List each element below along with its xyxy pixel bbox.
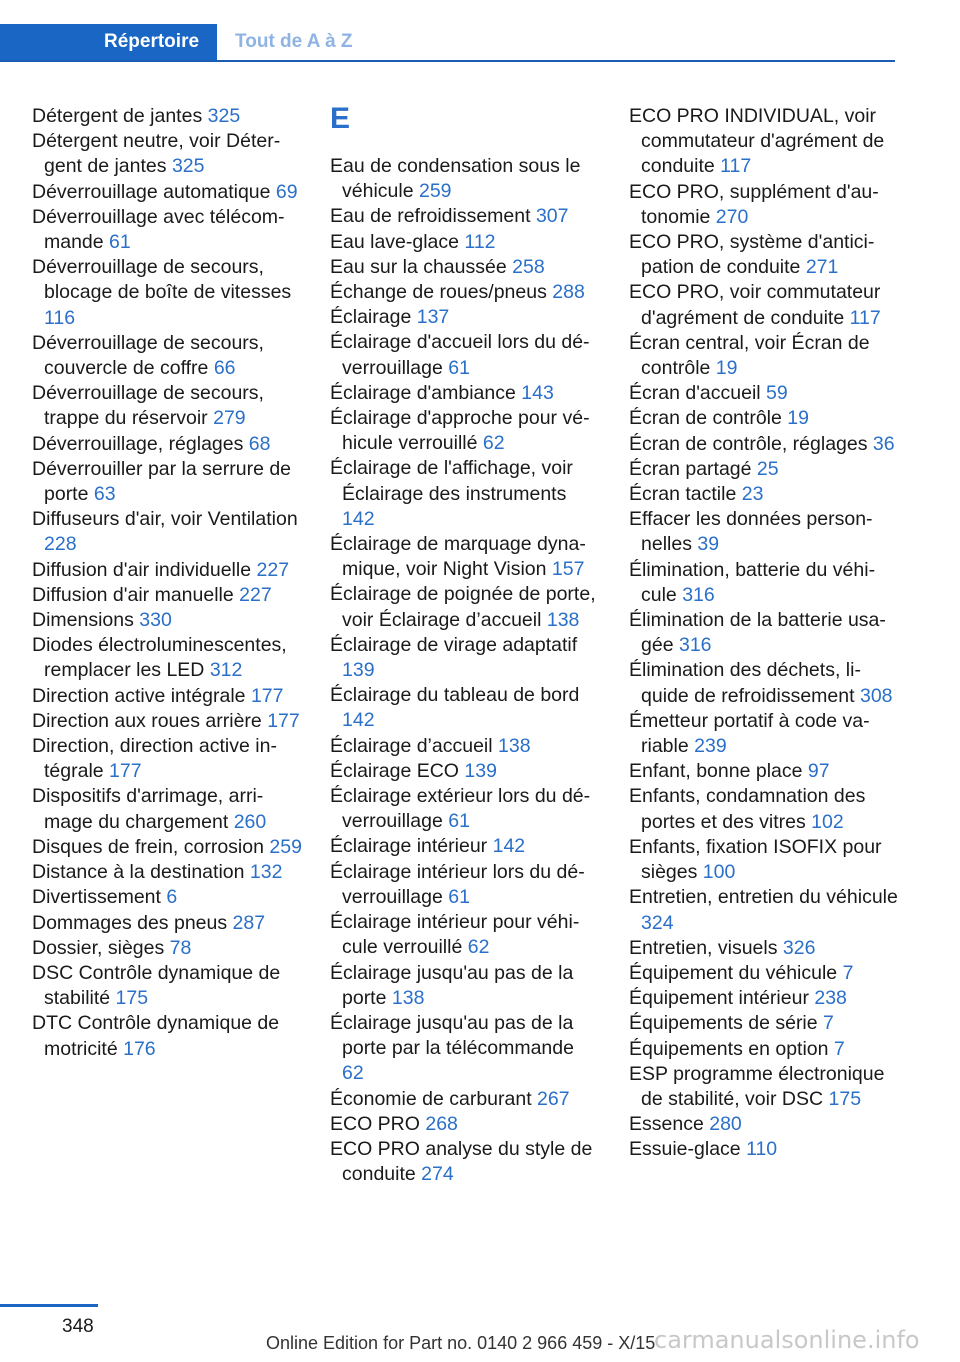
page-reference-link[interactable]: 143: [521, 381, 554, 404]
index-entry-text: Dommages des pneus: [32, 911, 228, 934]
index-entry-text: Éclairage du tableau de bord: [330, 684, 580, 707]
index-entry: [330, 154, 600, 204]
index-entry-text: Diodes électroluminescentes, remplacer les LED: [32, 634, 287, 682]
page-reference-link[interactable]: 19: [787, 407, 809, 430]
index-column-1: [32, 104, 302, 1062]
index-entry-text: DTC Contrôle dynamique de motricité: [32, 1012, 280, 1060]
page-reference-link[interactable]: 176: [123, 1037, 156, 1060]
page-reference-link[interactable]: 25: [756, 457, 779, 480]
page-reference-link[interactable]: 142: [342, 709, 375, 732]
page-reference-link[interactable]: 132: [249, 861, 283, 884]
index-entry-text: Eau sur la chaussée: [330, 255, 507, 278]
index-entry: [32, 734, 302, 784]
page-reference-link[interactable]: 78: [169, 936, 192, 959]
index-entry-text: Déverrouillage, réglages: [32, 432, 244, 455]
header-divider: [0, 60, 895, 62]
index-entry-text: Éclairage extérieur lors du déverrouillage: [330, 785, 591, 833]
page-reference-link[interactable]: 326: [782, 936, 816, 959]
index-entry-text: Eau de condensation sous le véhicule: [330, 155, 581, 203]
page-reference-link[interactable]: 260: [233, 810, 267, 833]
edition-text: Online Edition for Part no. 0140 2 966 459 - X/15: [266, 1333, 656, 1353]
index-entry-text: Déverrouillage automatique: [32, 180, 271, 203]
index-entry: [629, 1011, 899, 1036]
page-reference-link[interactable]: 239: [694, 735, 727, 758]
index-entry-text: Équipement du véhicule: [629, 961, 838, 984]
index-entry: [330, 683, 600, 733]
index-entry: [629, 885, 899, 935]
index-entry-text: ECO PRO: [330, 1112, 420, 1135]
index-entry: [32, 911, 302, 936]
index-entry: [629, 835, 899, 885]
index-entry: [32, 1011, 302, 1061]
page-reference-link[interactable]: 62: [482, 432, 505, 455]
index-entry: [32, 784, 302, 834]
index-entry: [629, 381, 899, 406]
page-reference-link[interactable]: 279: [213, 407, 246, 430]
index-entry-text: Économie de carburant: [330, 1087, 532, 1110]
page-reference-link[interactable]: 316: [682, 583, 715, 606]
page-reference-link[interactable]: 267: [537, 1087, 570, 1110]
page-reference-link[interactable]: 175: [115, 987, 149, 1010]
index-entry: [629, 558, 899, 608]
index-entry-text: Dossier, sièges: [32, 936, 165, 959]
page-reference-link[interactable]: 142: [342, 507, 375, 530]
index-entry: [32, 457, 302, 507]
page-reference-link[interactable]: 63: [93, 483, 116, 506]
index-entry: [32, 205, 302, 255]
index-entry-text: Eau de refroidissement: [330, 205, 531, 228]
page-reference-link[interactable]: 7: [823, 1012, 834, 1035]
page-reference-link[interactable]: 61: [448, 356, 470, 379]
index-entry-text: Éclairage d'ambiance: [330, 381, 516, 404]
index-entry: [32, 860, 302, 885]
page-reference-link[interactable]: 110: [746, 1138, 778, 1161]
page-reference-link[interactable]: 68: [248, 432, 271, 455]
page-reference-link[interactable]: 36: [872, 432, 895, 455]
index-entry-text: ECO PRO analyse du style de conduite: [330, 1137, 593, 1186]
page-reference-link[interactable]: 312: [209, 659, 243, 682]
index-entry: [32, 558, 302, 583]
index-entry: [32, 381, 302, 431]
index-entry: [32, 255, 302, 331]
page-reference-link[interactable]: 138: [546, 608, 580, 631]
index-entry: [330, 381, 600, 406]
index-entry: [629, 507, 899, 557]
index-entry: [32, 180, 302, 205]
footer-divider: [0, 1304, 98, 1307]
index-entry: [32, 961, 302, 1011]
page-reference-link[interactable]: 157: [551, 558, 585, 581]
index-entry: [629, 331, 899, 381]
index-entry: [330, 582, 600, 632]
tab-tout-de-a-a-z[interactable]: Tout de A à Z: [235, 31, 353, 52]
index-column-2: [330, 104, 600, 1187]
index-entry: [32, 885, 302, 910]
page-reference-link[interactable]: 259: [269, 835, 302, 858]
index-entry-text: Disques de frein, corrosion: [32, 835, 264, 858]
index-entry-text: Éclairage: [330, 306, 412, 329]
index-entry-text: Émetteur portatif à code variable: [629, 709, 870, 758]
page-reference-link[interactable]: 61: [448, 885, 470, 908]
page-reference-link[interactable]: 175: [828, 1087, 862, 1110]
index-entry-text: Éclairage ECO: [330, 759, 459, 782]
page-reference-link[interactable]: 177: [267, 709, 300, 732]
index-entry-text: Entretien, visuels: [629, 936, 778, 959]
index-entry: [330, 1137, 600, 1187]
index-entry-text: Élimination de la batterie usagée: [629, 609, 886, 657]
page-reference-link[interactable]: 117: [720, 155, 752, 178]
page-reference-link[interactable]: 59: [766, 382, 788, 405]
page-reference-link[interactable]: 268: [425, 1112, 458, 1135]
index-entry: [32, 583, 302, 608]
index-entry-text: Effacer les données personnelles: [629, 508, 873, 556]
index-entry-text: Équipement intérieur: [629, 987, 809, 1010]
index-entry-text: ECO PRO, voir commutateur d'agrément de conduite: [629, 281, 881, 329]
index-entry-text: Éclairage de l'affichage, voir Éclairage des instruments: [330, 457, 573, 505]
index-entry-text: Diffusion d'air individuelle: [32, 558, 252, 581]
index-entry-text: Direction, direction active intégrale: [32, 735, 277, 783]
page-reference-link[interactable]: 227: [256, 558, 290, 581]
index-entry-text: Élimination, batterie du véhicule: [629, 558, 876, 606]
index-entry-text: Écran partagé: [629, 457, 752, 480]
index-entry-text: Éclairage d'approche pour véhicule verrouillé: [330, 407, 590, 455]
page-reference-link[interactable]: 177: [250, 684, 284, 707]
page-reference-link[interactable]: 61: [109, 231, 131, 254]
index-entry-text: ESP programme électronique de stabilité, voir DSC: [629, 1062, 885, 1110]
page-reference-link[interactable]: 330: [139, 609, 172, 632]
index-entry-text: Éclairage intérieur: [330, 835, 488, 858]
page-reference-link[interactable]: 270: [715, 205, 749, 228]
index-entry: [330, 532, 600, 582]
index-entry: [330, 784, 600, 834]
page-reference-link[interactable]: 62: [467, 936, 490, 959]
page-reference-link[interactable]: 228: [44, 533, 77, 556]
index-entry: [330, 230, 600, 255]
page-reference-link[interactable]: 61: [448, 810, 470, 833]
index-entry-text: Éclairage intérieur pour véhicule verrouillé: [330, 911, 580, 959]
index-entry: [629, 784, 899, 834]
page-reference-link[interactable]: 137: [416, 306, 450, 329]
page-number: 348: [62, 1316, 94, 1337]
index-entry-text: Essuie-glace: [629, 1138, 741, 1161]
page-reference-link[interactable]: 325: [171, 155, 205, 178]
index-entry-text: Éclairage de poignée de porte, voir Éclairage d’accueil: [330, 583, 596, 631]
index-entry: [629, 986, 899, 1011]
index-entry-text: Déverrouillage de secours, blocage de boîte de vitesses: [32, 256, 292, 304]
index-entry: [629, 961, 899, 986]
index-entry-text: Direction aux roues arrière: [32, 709, 262, 732]
page-reference-link[interactable]: 307: [535, 205, 569, 228]
index-entry-text: Éclairage de marquage dynamique, voir Night Vision: [330, 533, 586, 581]
index-entry: [629, 1037, 899, 1062]
page-reference-link[interactable]: 325: [207, 105, 241, 127]
index-entry: [629, 759, 899, 784]
index-entry-text: Éclairage de virage adaptatif: [330, 633, 578, 656]
index-entry: [330, 910, 600, 960]
index-entry: [629, 482, 899, 507]
index-entry-text: Déverrouiller par la serrure de porte: [32, 457, 292, 506]
index-entry: [629, 104, 899, 180]
index-entry-text: Échange de roues/pneus: [330, 281, 547, 304]
index-entry: [330, 330, 600, 380]
index-entry: [629, 1137, 899, 1162]
index-entry: [629, 608, 899, 658]
index-entry: [330, 456, 600, 532]
index-entry: [330, 734, 600, 759]
watermark: carmanualsonline.info: [654, 1326, 920, 1354]
index-entry-text: Eau lave-glace: [330, 230, 459, 253]
page-reference-link[interactable]: 238: [814, 987, 847, 1010]
index-entry: [330, 204, 600, 229]
index-entry: [330, 1112, 600, 1137]
index-entry-text: Éclairage d’accueil: [330, 734, 493, 757]
index-entry-text: Enfant, bonne place: [629, 760, 803, 783]
index-entry-text: Écran de contrôle: [629, 407, 782, 430]
index-entry-text: ECO PRO, système d'anticipation de conduite: [629, 231, 875, 279]
tab-repertoire[interactable]: Répertoire: [0, 24, 217, 60]
page-reference-link[interactable]: 62: [342, 1062, 364, 1085]
index-entry-text: Équipements en option: [629, 1037, 829, 1060]
index-entry-text: Détergent de jantes: [32, 105, 203, 127]
index-entry: [330, 633, 600, 683]
index-entry-text: Dimensions: [32, 609, 134, 632]
index-entry: [330, 255, 600, 280]
index-entry: [629, 709, 899, 759]
index-entry-text: Écran de contrôle, réglages: [629, 432, 868, 455]
page-reference-link[interactable]: 117: [849, 306, 881, 329]
index-entry: [32, 684, 302, 709]
index-entry-text: Éclairage jusqu'au pas de la porte: [330, 961, 574, 1009]
index-entry: [32, 936, 302, 961]
index-entry-text: Déverrouillage de secours, trappe du réservoir: [32, 382, 264, 430]
section-letter: E: [330, 102, 351, 135]
page-reference-link[interactable]: 259: [418, 180, 452, 203]
index-entry: [629, 1062, 899, 1112]
index-entry: [32, 709, 302, 734]
page-reference-link[interactable]: 102: [811, 810, 844, 833]
index-entry-text: Écran tactile: [629, 483, 737, 506]
page-reference-link[interactable]: 97: [807, 760, 830, 783]
index-entry: [330, 834, 600, 859]
page-reference-link[interactable]: 100: [702, 861, 736, 884]
index-entry-text: Essence: [629, 1113, 704, 1136]
index-entry-text: Enfants, condamnation des portes et des vitres: [629, 785, 866, 833]
index-entry-text: Diffuseurs d'air, voir Ventilation: [32, 508, 298, 531]
page-reference-link[interactable]: 177: [109, 760, 142, 783]
page-reference-link[interactable]: 139: [342, 659, 375, 682]
page-reference-link[interactable]: 138: [498, 734, 531, 757]
index-entry: [330, 1087, 600, 1112]
index-entry: [330, 1011, 600, 1087]
page-reference-link[interactable]: 66: [213, 357, 236, 380]
index-entry: [32, 432, 302, 457]
index-entry-text: Entretien, entretien du véhicule: [629, 886, 898, 909]
index-entry-text: Écran central, voir Écran de contrôle: [629, 331, 870, 380]
page-reference-link[interactable]: 316: [678, 634, 712, 657]
index-entry: [330, 759, 600, 784]
page-reference-link[interactable]: 271: [805, 256, 839, 279]
page-reference-link[interactable]: 7: [842, 961, 854, 984]
index-entry-text: Élimination des déchets, liquide de refroidissement: [629, 659, 861, 707]
index-entry: [629, 180, 899, 230]
index-entry: [32, 608, 302, 633]
index-entry-text: Diffusion d'air manuelle: [32, 583, 234, 606]
index-entry-text: Enfants, fixation ISOFIX pour sièges: [629, 835, 882, 884]
index-entry: [32, 633, 302, 683]
page-reference-link[interactable]: 308: [859, 684, 893, 707]
page-reference-link[interactable]: 258: [512, 255, 545, 278]
index-entry-text: Déverrouillage avec télécommande: [32, 205, 285, 254]
index-entry-text: Divertissement: [32, 886, 161, 909]
index-entry: [629, 230, 899, 280]
page-reference-link[interactable]: 139: [464, 759, 497, 782]
index-entry: [32, 507, 302, 557]
index-entry-text: Distance à la destination: [32, 861, 245, 884]
page-reference-link[interactable]: 39: [697, 533, 720, 556]
page-reference-link[interactable]: 6: [166, 886, 178, 909]
index-entry: [330, 305, 600, 330]
index-entry: [330, 280, 600, 305]
page-reference-link[interactable]: 112: [464, 230, 496, 253]
index-entry: [32, 129, 302, 179]
index-entry: [330, 406, 600, 456]
index-entry: [629, 457, 899, 482]
page-reference-link[interactable]: 274: [421, 1163, 454, 1186]
index-entry: [629, 1112, 899, 1137]
index-entry: [629, 658, 899, 708]
index-column-3: [629, 104, 899, 1163]
page-reference-link[interactable]: 23: [741, 483, 764, 506]
index-entry: [330, 860, 600, 910]
index-entry-text: Dispositifs d'arrimage, arrimage du chargement: [32, 785, 264, 833]
page-reference-link[interactable]: 7: [833, 1037, 845, 1060]
index-entry: [330, 961, 600, 1011]
index-entry-text: Écran d'accueil: [629, 382, 761, 405]
page-reference-link[interactable]: 287: [232, 911, 266, 934]
header-tabs: [0, 24, 895, 62]
index-entry: [629, 936, 899, 961]
index-entry: [32, 835, 302, 860]
index-entry: [629, 406, 899, 431]
page-reference-link[interactable]: 142: [492, 835, 526, 858]
index-entry-text: Éclairage jusqu'au pas de la porte par la télécommande: [330, 1011, 574, 1060]
index-entry: [32, 331, 302, 381]
page-reference-link[interactable]: 69: [275, 180, 298, 203]
index-entry-text: DSC Contrôle dynamique de stabilité: [32, 961, 281, 1010]
index-entry-text: Direction active intégrale: [32, 684, 246, 707]
page-reference-link[interactable]: 19: [715, 357, 738, 380]
index-entry-text: ECO PRO, supplément d'autonomie: [629, 180, 879, 228]
index-entry-text: Équipements de série: [629, 1012, 818, 1035]
page-reference-link[interactable]: 280: [709, 1113, 742, 1136]
index-entry-text: Déverrouillage de secours, couvercle de coffre: [32, 331, 264, 380]
page-reference-link[interactable]: 227: [239, 583, 272, 606]
index-entry: [629, 432, 899, 457]
index-entry-text: Détergent neutre, voir Détergent de jantes: [32, 130, 281, 178]
index-entry-text: Éclairage d'accueil lors du déverrouillage: [330, 331, 590, 379]
index-entry: [32, 104, 302, 129]
index-entry-text: ECO PRO INDIVIDUAL, voir commutateur d'agrément de conduite: [629, 105, 885, 178]
page-reference-link[interactable]: 324: [641, 911, 674, 934]
page-reference-link[interactable]: 116: [44, 306, 76, 329]
page-reference-link[interactable]: 288: [552, 281, 585, 304]
page-reference-link[interactable]: 138: [391, 986, 425, 1009]
index-entry: [629, 280, 899, 330]
index-entry-text: Éclairage intérieur lors du déverrouillage: [330, 860, 585, 908]
